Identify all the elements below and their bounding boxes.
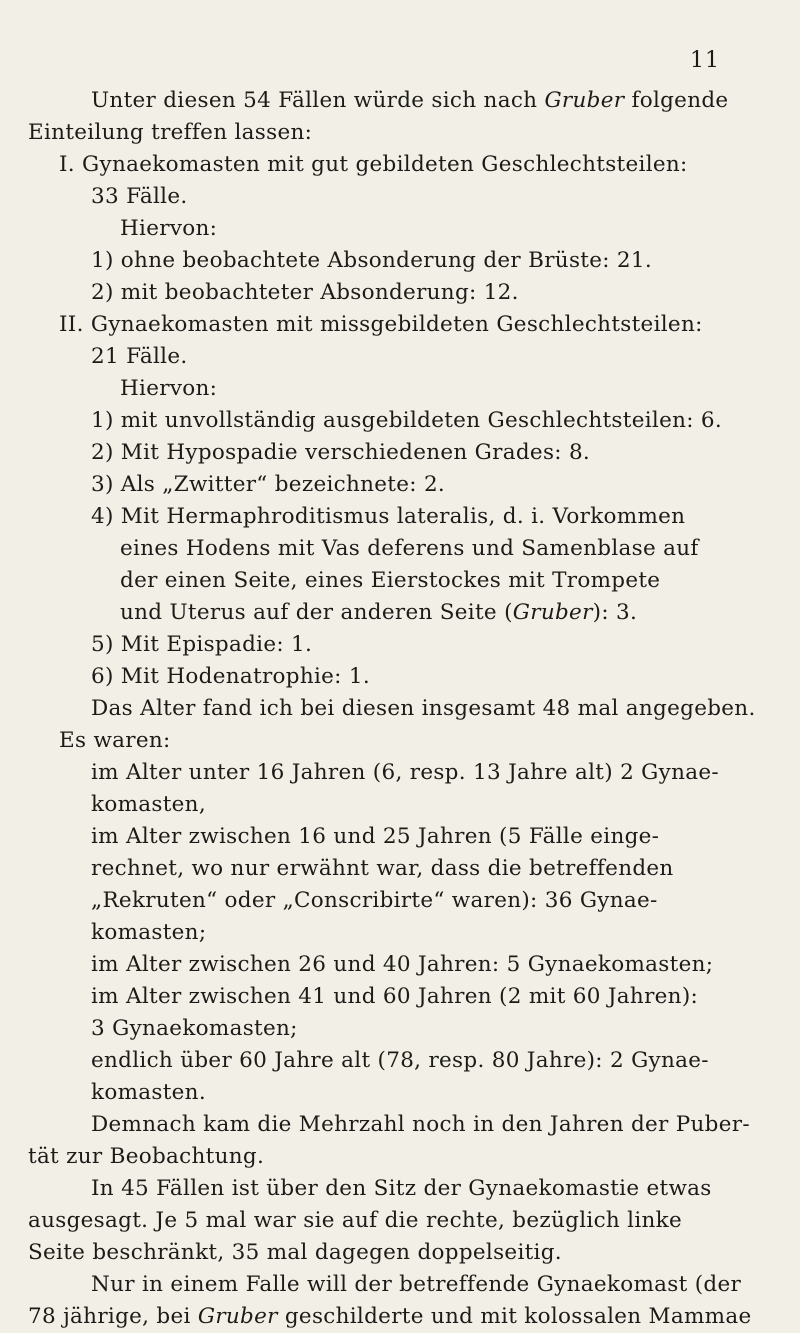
- line-text: rechnet, wo nur erwähnt war, dass die betreffenden: [91, 856, 674, 881]
- text-line: [28, 501, 758, 533]
- text-line: [28, 181, 758, 213]
- line-text: im Alter zwischen 16 und 25 Jahren (5 Fälle einge-: [91, 824, 660, 849]
- text-line: [28, 1013, 758, 1045]
- text-line: [28, 1205, 758, 1237]
- text-line: [28, 565, 758, 597]
- text-line: [28, 85, 758, 117]
- text-line: [28, 1109, 758, 1141]
- text-line: [28, 245, 758, 277]
- text-line: [28, 277, 758, 309]
- line-text: 3 Gynaekomasten;: [91, 1016, 298, 1041]
- line-text: Hiervon:: [120, 216, 218, 241]
- line-text: 2) mit beobachteter Absonderung: 12.: [91, 280, 519, 305]
- line-text: I. Gynaekomasten mit gut gebildeten Geschlechtsteilen:: [59, 152, 688, 177]
- line-text: 3) Als „Zwitter“ bezeichnete: 2.: [91, 472, 446, 497]
- text-line: [28, 1141, 758, 1173]
- line-text-after: ): 3.: [592, 600, 638, 625]
- text-line: [28, 661, 758, 693]
- text-line: [28, 821, 758, 853]
- line-text: „Rekruten“ oder „Conscribirte“ waren): 36 Gynae-: [91, 888, 658, 913]
- text-line: [28, 693, 758, 725]
- line-text: im Alter zwischen 41 und 60 Jahren (2 mit 60 Jahren):: [91, 984, 699, 1009]
- text-line: [28, 1237, 758, 1269]
- line-text: und Uterus auf der anderen Seite (: [120, 600, 513, 625]
- text-line: [28, 149, 758, 181]
- text-line: [28, 437, 758, 469]
- line-text-after: folgende: [624, 88, 729, 113]
- text-line: [28, 1301, 758, 1333]
- line-text: Unter diesen 54 Fällen würde sich nach: [91, 88, 545, 113]
- author-name: Gruber: [512, 600, 593, 625]
- line-text: Demnach kam die Mehrzahl noch in den Jahren der Puber-: [91, 1112, 750, 1137]
- text-line: [28, 117, 758, 149]
- line-text: Seite beschränkt, 35 mal dagegen doppelseitig.: [28, 1240, 562, 1265]
- text-line: [28, 917, 758, 949]
- line-text: im Alter zwischen 26 und 40 Jahren: 5 Gynaekomasten;: [91, 952, 714, 977]
- line-text: komasten.: [91, 1080, 206, 1105]
- line-text: In 45 Fällen ist über den Sitz der Gynaekomastie etwas: [91, 1176, 712, 1201]
- line-text: eines Hodens mit Vas deferens und Samenblase auf: [120, 536, 699, 561]
- line-text: 1) mit unvollständig ausgebildeten Geschlechtsteilen: 6.: [91, 408, 723, 433]
- line-text: tät zur Beobachtung.: [28, 1144, 265, 1169]
- line-text: 2) Mit Hypospadie verschiedenen Grades: 8.: [91, 440, 591, 465]
- text-line: [28, 1173, 758, 1205]
- line-text: II. Gynaekomasten mit missgebildeten Geschlechtsteilen:: [59, 312, 703, 337]
- text-line: [28, 981, 758, 1013]
- line-text: Einteilung treffen lassen:: [28, 120, 313, 145]
- text-line: [28, 757, 758, 789]
- text-line: [28, 629, 758, 661]
- line-text: 5) Mit Epispadie: 1.: [91, 632, 313, 657]
- text-line: [28, 213, 758, 245]
- line-text: im Alter unter 16 Jahren (6, resp. 13 Jahre alt) 2 Gynae-: [91, 760, 719, 785]
- author-name: Gruber: [544, 88, 625, 113]
- line-text: ausgesagt. Je 5 mal war sie auf die rechte, bezüglich linke: [28, 1208, 683, 1233]
- text-line: [28, 373, 758, 405]
- line-text: 4) Mit Hermaphroditismus lateralis, d. i. Vorkommen: [91, 504, 686, 529]
- text-line: [28, 949, 758, 981]
- body-text: [28, 85, 758, 1333]
- line-text: endlich über 60 Jahre alt (78, resp. 80 Jahre): 2 Gynae-: [91, 1048, 709, 1073]
- text-line: [28, 1077, 758, 1109]
- text-line: [28, 1269, 758, 1301]
- author-name: Gruber: [197, 1304, 278, 1329]
- line-text: 33 Fälle.: [91, 184, 188, 209]
- line-text: Nur in einem Falle will der betreffende Gynaekomast (der: [91, 1272, 742, 1297]
- text-line: [28, 469, 758, 501]
- line-text: 1) ohne beobachtete Absonderung der Brüste: 21.: [91, 248, 653, 273]
- line-text: Es waren:: [59, 728, 171, 753]
- text-line: [28, 341, 758, 373]
- line-text: Das Alter fand ich bei diesen insgesamt 48 mal angegeben.: [91, 696, 756, 721]
- line-text: komasten,: [91, 792, 206, 817]
- text-line: [28, 885, 758, 917]
- line-text: 21 Fälle.: [91, 344, 188, 369]
- line-text: 78 jährige, bei: [28, 1304, 198, 1329]
- text-line: [28, 597, 758, 629]
- page-number: 11: [690, 48, 720, 73]
- text-line: [28, 725, 758, 757]
- text-line: [28, 1045, 758, 1077]
- text-line: [28, 405, 758, 437]
- line-text-after: geschilderte und mit kolossalen Mammae: [277, 1304, 752, 1329]
- line-text: Hiervon:: [120, 376, 218, 401]
- text-line: [28, 533, 758, 565]
- text-line: [28, 853, 758, 885]
- text-line: [28, 309, 758, 341]
- line-text: der einen Seite, eines Eierstockes mit Trompete: [120, 568, 661, 593]
- text-line: [28, 789, 758, 821]
- line-text: 6) Mit Hodenatrophie: 1.: [91, 664, 370, 689]
- line-text: komasten;: [91, 920, 207, 945]
